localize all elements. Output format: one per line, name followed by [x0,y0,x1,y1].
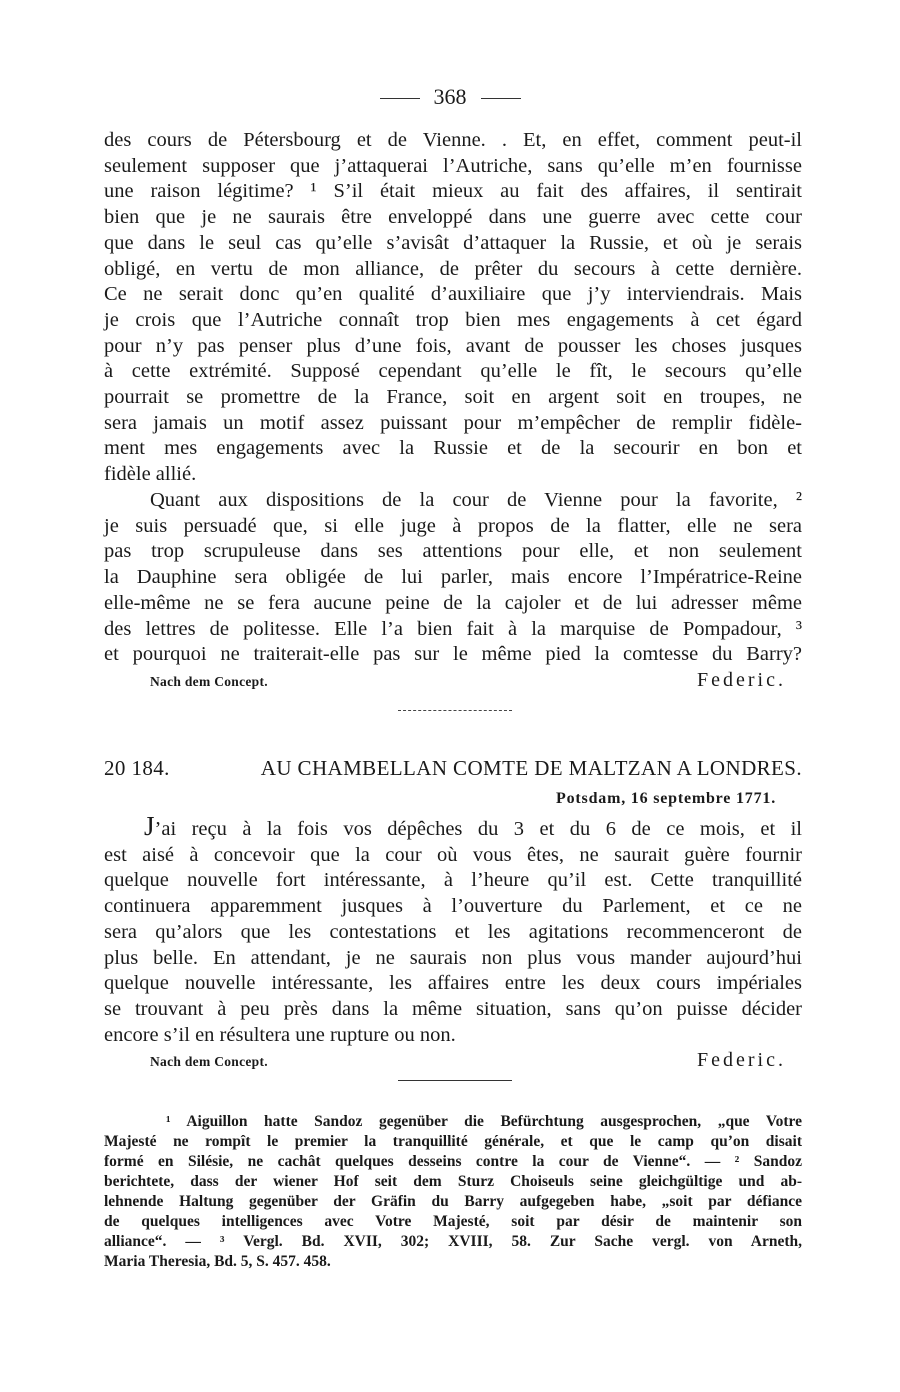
text-line: la Dauphine sera obligée de lui parler, mais encore l’Impératrice-Reine [104,566,802,589]
text-line: est aisé à concevoir que la cour où vous êtes, ne saurait guère fournir [104,843,802,866]
footnote-line: de quelques intelligences avec Votre Majesté, soit par désir de maintenir son [104,1213,802,1230]
footnote-line: ¹ Aiguillon hatte Sandoz gegenüber die Befürchtung ausgesprochen, „que Votre [166,1113,802,1130]
text-line: continuera apparemment jusques à l’ouverture du Parlement, et ce ne [104,895,802,918]
footnote-line: Maria Theresia, Bd. 5, S. 457. 458. [104,1253,331,1270]
text-line: je crois que l’Autriche connaît trop bien mes engagements à cet égard [104,308,802,331]
text-line: bien que je ne saurais être enveloppé dans une guerre avec cette cour [104,206,802,229]
text-line: que dans le seul cas qu’elle s’avisât d’attaquer la Russie, et où je serais [104,231,802,254]
letter-2-heading [104,756,802,781]
source-note: Nach dem Concept. [150,674,268,689]
page-number-dash-left [380,98,420,99]
text-line: Ce ne serait donc qu’en qualité d’auxiliaire que j’y interviendrais. Mais [104,283,802,306]
text-line: se trouvant à peu près dans la même situation, sans qu’on puisse décider [104,997,802,1020]
text-line: des cours de Pétersbourg et de Vienne. . Et, en effet, comment peut-il [104,129,802,151]
letter-title: AU CHAMBELLAN COMTE DE MALTZAN A LONDRES. [260,756,802,780]
text-line: sera qu’alors que les contestations et les agitations recommenceront de [104,920,802,943]
text-line: à cette extrémité. Supposé cependant qu’elle le fît, le secours qu’elle [104,360,802,383]
footnote-line: berichtete, dass der wiener Hof seit dem Sturz Choiseuls seine gleichgültige und ab- [104,1173,802,1190]
footnote-separator [398,1080,512,1081]
letter-2-body [104,811,802,1048]
letter-1-signature-row [150,666,786,692]
text-line: je suis persuadé que, si elle juge à propos de la flatter, elle ne sera [104,514,802,537]
text-line: sera jamais un motif assez puissant pour m’empêcher de remplir fidèle- [104,411,802,434]
signature: Federic. [697,669,786,691]
letter-separator [398,710,512,711]
text-line: pour n’y pas penser plus d’une fois, avant de pousser les choses jusques [104,334,802,357]
text-line: encore s’il en résultera une rupture ou non. [104,1023,456,1046]
footnote-line: alliance“. — ³ Vergl. Bd. XVII, 302; XVIII, 58. Zur Sache vergl. von Arneth, [104,1233,802,1250]
footnote-line: Majesté ne rompît le premier la tranquillité générale, et que le camp qu’on disait [104,1133,802,1150]
text-line: obligé, en vertu de mon alliance, de prêter du secours à cette dernière. [104,257,802,280]
text-line: Quant aux dispositions de la cour de Vienne pour la favorite, ² [150,489,802,511]
text-line: une raison légitime? ¹ S’il était mieux au fait des affaires, il sentirait [104,180,802,203]
text-line: plus belle. En attendant, je ne saurais non plus vous mander aujourd’hui [104,946,802,969]
text-line [104,811,802,843]
footnote-line: formé en Silésie, ne cachât quelques desseins contre la cour de Vienne“. — ² Sandoz [104,1153,802,1170]
letter-2-signature-row [150,1046,786,1072]
text-line: elle-même ne se fera aucune peine de la cajoler et de lui adresser même [104,591,802,614]
text-line: seulement supposer que j’attaquerai l’Autriche, sans qu’elle m’en fournisse [104,154,802,177]
page-number-dash-right [481,98,521,99]
text-line: quelque nouvelle fort intéressante, à l’heure qu’il est. Cette tranquillité [104,869,802,892]
text-line: pas trop scrupuleuse dans ses attentions pour elle, et non seulement [104,540,802,563]
page-number-text: 368 [433,84,467,109]
signature: Federic. [697,1049,786,1071]
text-line: ment mes engagements avec la Russie et de la secourir en bon et [104,437,802,460]
footnote-line: lehnende Haltung gegenüber der Gräfin du Barry aufgegeben habe, „soit par défiance [104,1193,802,1210]
letter-1-paragraph-1 [104,128,802,488]
text-line: pourrait se promettre de la France, soit en argent soit en troupes, ne [104,386,802,409]
source-note: Nach dem Concept. [150,1054,268,1069]
text-line: quelque nouvelle intéressante, les affaires entre les deux cours impériales [104,972,802,995]
text-line: des lettres de politesse. Elle l’a bien fait à la marquise de Pompadour, ³ [104,617,802,640]
letter-1-paragraph-2 [104,488,802,668]
dateline: Potsdam, 16 septembre 1771. [556,790,776,807]
text-line: et pourquoi ne traiterait-elle pas sur le même pied la comtesse du Barry? [104,643,802,666]
text-line-rest: ’ai reçu à la fois vos dépêches du 3 et du 6 de ce mois, et il [154,818,802,840]
page-number [0,84,900,110]
text-line: fidèle allié. [104,463,197,486]
letter-number: 20 184. [104,756,170,780]
drop-cap: J [144,811,155,841]
footnotes [104,1112,802,1272]
